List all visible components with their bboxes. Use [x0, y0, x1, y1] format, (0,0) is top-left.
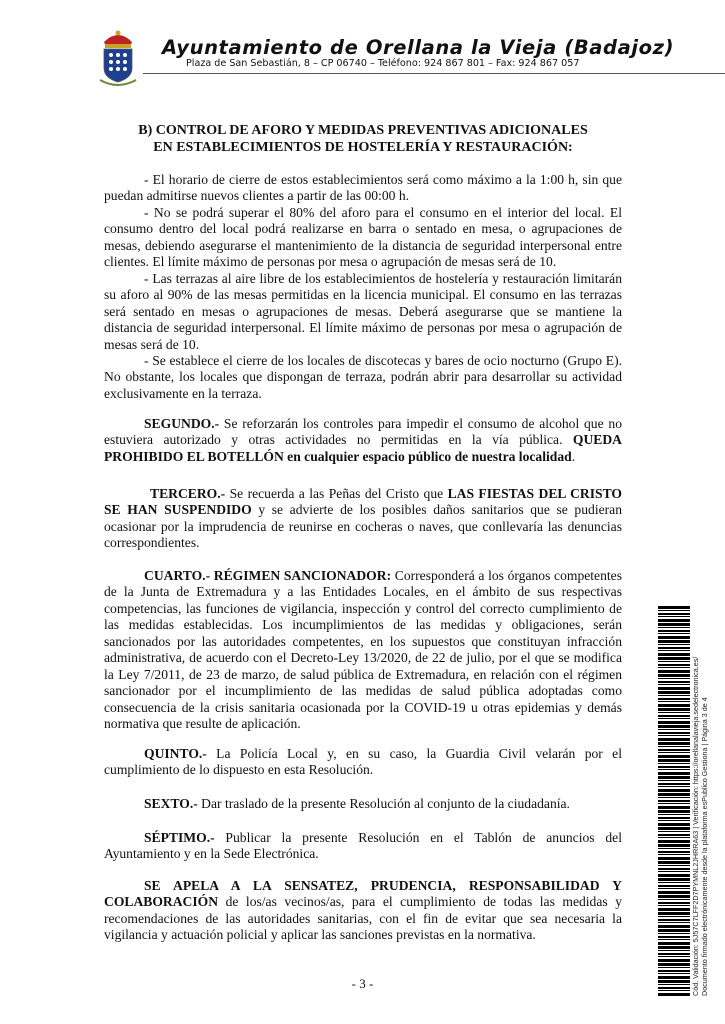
tercero-bold: LAS FIESTAS DEL CRISTO SE HAN SUSPENDIDO — [104, 486, 622, 518]
heading-line-1: B) CONTROL DE AFORO Y MEDIDAS PREVENTIVAS ADICIONALES — [138, 123, 588, 138]
sexto-label: SEXTO.- — [144, 796, 198, 811]
tercero-text: Se recuerda a las Peñas del Cristo que — [225, 486, 448, 501]
page-number: - 3 - — [351, 976, 374, 991]
paragraph-segundo — [104, 416, 622, 465]
verification-line-1: Cód. Validación: 5J57C7LFF2D7PYMNL2JHRRA63 | Verificación: https://orellanalavieja.sedelectronica.es/ — [691, 656, 700, 996]
septimo-label: SÉPTIMO.- — [144, 830, 215, 845]
tercero-label: TERCERO.- — [150, 486, 226, 501]
segundo-label: SEGUNDO.- — [144, 416, 220, 431]
header-divider — [143, 73, 725, 74]
verification-barcode — [658, 606, 690, 996]
paragraph-septimo — [104, 830, 622, 863]
measure-item-terraces: - Las terrazas al aire libre de los establecimientos de hostelería y restauración limitarán su aforo al 90% de las mesas permitidas en la licencia municipal. El consumo en las terrazas será sentado en mesas o agrupaciones de mesas. Deberá asegurarse que se mantiene la distancia de seguridad interpersonal. El límite máximo de personas por mesa o agrupación de mesas será de 10. — [104, 271, 622, 352]
verification-text — [692, 657, 709, 996]
cuarto-label: CUARTO.- RÉGIMEN SANCIONADOR: — [144, 568, 392, 583]
apela-bold: SE APELA A LA SENSATEZ, PRUDENCIA, RESPONSABILIDAD Y COLABORACIÓN — [104, 878, 622, 910]
section-b-heading — [104, 123, 622, 156]
measure-item-interior-capacity: - No se podrá superar el 80% del aforo para el consumo en el interior del local. El consumo dentro del local podrá realizarse en barra o sentado en mesa, o agrupaciones de mesas, debiendo asegurarse el mantenimiento de la distancia de seguridad interpersonal entre clientes. El límite máximo de personas por mesa o agrupación de mesas será de 10. — [104, 205, 622, 270]
measure-item-nightclubs: - Se establece el cierre de los locales de discotecas y bares de ocio nocturno (Grupo E). No obstante, los locales que dispongan de terraza, podrán abrir para desarrollar su actividad exclusivamente en la terraza. — [104, 353, 622, 401]
tercero-text-2: y se advierte de los posibles daños sanitarios que se pudieran ocasionar por la imprudencia de reunirse en cocheras o naves, que conllevaría las denuncias correspondientes. — [104, 502, 622, 551]
segundo-text: Se reforzarán los controles para impedir el consumo de alcohol que no estuviera autorizado y otras actividades no permitidas en la vía pública. — [104, 416, 622, 448]
coat-of-arms-logo — [96, 28, 140, 90]
header-address: Plaza de San Sebastián, 8 – CP 06740 – Teléfono: 924 867 801 – Fax: 924 867 057 — [186, 58, 580, 69]
sexto-text: Dar traslado de la presente Resolución al conjunto de la ciudadanía. — [197, 796, 570, 811]
paragraph-apela — [104, 878, 622, 944]
verification-line-2: Documento firmado electrónicamente desde la plataforma esPublico Gestiona | Página 3 de 4 — [699, 697, 709, 996]
segundo-bold: QUEDA PROHIBIDO EL BOTELLÓN en cualquier espacio público de nuestra localidad — [104, 432, 622, 464]
header-title: Ayuntamiento de Orellana la Vieja (Badajoz) — [162, 36, 675, 59]
cuarto-text: Corresponderá a los órganos competentes de la Junta de Extremadura y a las Entidades Locales, en el ámbito de sus respectivas competencias, las funciones de vigilancia, inspección y control del correcto cumplimiento de las medidas establecidas. Los incumplimientos de las medidas y obligaciones, serán sancionados por las autoridades competentes, en los supuestos que constituyan infracción administrativa, de acuerdo con el Decreto-Ley 13/2020, de 22 de julio, por el que se modifica la Ley 7/2011, de 23 de marzo, de salud pública de Extremadura, en relación con el régimen sancionador por el incumplimiento de las medidas de salud pública adoptadas como consecuencia de la crisis sanitaria ocasionada por la COVID-19 u otras epidemias y demás normativa que resulte de aplicación. — [104, 568, 622, 732]
quinto-label: QUINTO.- — [144, 746, 207, 761]
paragraph-sexto — [104, 796, 622, 812]
heading-line-2: EN ESTABLECIMIENTOS DE HOSTELERÍA Y RESTAURACIÓN: — [153, 139, 573, 155]
apela-text: de los/as vecinos/as, para el cumplimiento de todas las medidas y recomendaciones de las autoridades sanitarias, con el fin de evitar que sea necesaria la vigilancia y actuación policial y aplicar las sanciones previstas en la normativa. — [104, 894, 622, 943]
measure-item-closing-time: - El horario de cierre de estos establecimientos será como máximo a la 1:00 h, sin que puedan admitirse nuevos clientes a partir de las 00:00 h. — [104, 172, 622, 204]
paragraph-tercero — [104, 486, 622, 552]
quinto-text: La Policía Local y, en su caso, la Guardia Civil velarán por el cumplimiento de lo dispuesto en esta Resolución. — [104, 746, 622, 778]
segundo-end: . — [571, 448, 576, 464]
paragraph-quinto — [104, 746, 622, 779]
paragraph-cuarto — [104, 568, 622, 733]
septimo-text: Publicar la presente Resolución en el Tablón de anuncios del Ayuntamiento y en la Sede Electrónica. — [104, 830, 622, 862]
